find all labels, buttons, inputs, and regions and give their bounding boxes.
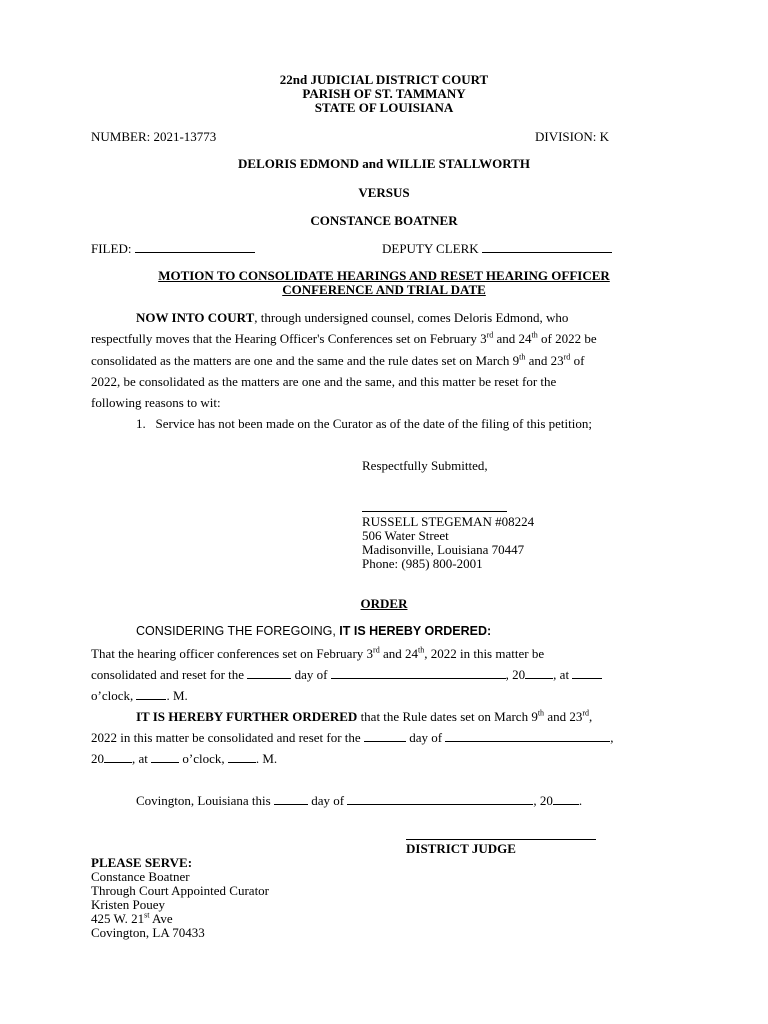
superscript: th bbox=[537, 708, 545, 718]
reason-number: 1. bbox=[136, 416, 146, 431]
year-blank bbox=[104, 751, 132, 763]
considering-text: CONSIDERING THE FOREGOING, bbox=[136, 624, 340, 638]
order-text: day of bbox=[409, 730, 443, 745]
superscript: th bbox=[519, 352, 526, 362]
superscript: rd bbox=[582, 708, 590, 718]
order-text: and 24 bbox=[379, 646, 418, 661]
covington-line bbox=[136, 793, 582, 809]
month-blank bbox=[347, 793, 533, 805]
attorney-name: RUSSELL STEGEMAN #08224 bbox=[362, 514, 535, 529]
time-blank bbox=[151, 751, 179, 763]
district-judge: DISTRICT JUDGE bbox=[406, 841, 516, 856]
order-line-2 bbox=[91, 667, 602, 683]
reason-text: Service has not been made on the Curator as of the date of the filing of this petition; bbox=[155, 416, 592, 431]
motion-line-2 bbox=[91, 331, 597, 347]
superscript: rd bbox=[563, 352, 571, 362]
plaintiffs: DELORIS EDMOND and WILLIE STALLWORTH bbox=[238, 156, 530, 171]
state-name: STATE OF LOUISIANA bbox=[314, 100, 454, 115]
superscript: rd bbox=[486, 330, 494, 340]
year-blank bbox=[553, 793, 579, 805]
further-line-3 bbox=[91, 751, 277, 767]
court-name: 22nd JUDICIAL DISTRICT COURT bbox=[279, 72, 489, 87]
address-text: Ave bbox=[149, 911, 173, 926]
order-text: , at bbox=[132, 751, 148, 766]
deputy-clerk-label: DEPUTY CLERK bbox=[382, 241, 479, 256]
versus: VERSUS bbox=[358, 185, 410, 200]
further-line-2 bbox=[91, 730, 614, 746]
day-blank bbox=[364, 730, 406, 742]
order-text: that the Rule dates set on March 9 bbox=[357, 709, 538, 724]
filed-label: FILED: bbox=[91, 241, 132, 256]
order-text: , bbox=[589, 709, 593, 724]
deputy-clerk-field bbox=[382, 241, 612, 257]
day-blank bbox=[247, 667, 291, 679]
month-blank bbox=[331, 667, 506, 679]
attorney-street: 506 Water Street bbox=[362, 528, 449, 543]
reason-item bbox=[136, 416, 592, 432]
order-text: 20 bbox=[91, 751, 104, 766]
order-text: , 2022 in this matter be bbox=[424, 646, 545, 661]
further-ordered: IT IS HEREBY FURTHER ORDERED bbox=[136, 709, 358, 724]
order-title: ORDER bbox=[360, 596, 408, 611]
defendant: CONSTANCE BOATNER bbox=[310, 213, 458, 228]
further-line-1 bbox=[136, 709, 592, 725]
parish-name: PARISH OF ST. TAMMANY bbox=[302, 86, 466, 101]
filed-field bbox=[91, 241, 255, 257]
now-into-court: NOW INTO COURT bbox=[136, 310, 255, 325]
judge-signature-line bbox=[406, 839, 596, 840]
division: DIVISION: K bbox=[535, 129, 610, 144]
order-text: consolidated and reset for the bbox=[91, 667, 245, 682]
considering-line bbox=[136, 624, 491, 638]
order-text: . M. bbox=[166, 688, 188, 703]
ordered-text: IT IS HEREBY ORDERED: bbox=[339, 624, 492, 638]
motion-line-3 bbox=[91, 353, 584, 369]
order-text: 2022 in this matter be consolidated and reset for the bbox=[91, 730, 361, 745]
filed-blank bbox=[135, 241, 255, 253]
serve-line-2: Through Court Appointed Curator bbox=[91, 883, 270, 898]
order-text: o’clock, bbox=[91, 688, 134, 703]
order-text: o’clock, bbox=[182, 751, 225, 766]
please-serve-title: PLEASE SERVE: bbox=[91, 855, 193, 870]
attorney-city: Madisonville, Louisiana 70447 bbox=[362, 542, 525, 557]
motion-text: respectfully moves that the Hearing Officer's Conferences set on February 3 bbox=[91, 331, 487, 346]
superscript: rd bbox=[373, 645, 380, 655]
order-text: day of bbox=[294, 667, 328, 682]
motion-line-1 bbox=[136, 310, 568, 326]
day-blank bbox=[274, 793, 308, 805]
ampm-blank bbox=[136, 688, 166, 700]
time-blank bbox=[572, 667, 602, 679]
order-text: , at bbox=[553, 667, 570, 682]
motion-title-line1: MOTION TO CONSOLIDATE HEARINGS AND RESET HEARING OFFICER bbox=[158, 268, 610, 283]
order-text: day of bbox=[311, 793, 345, 808]
motion-line-5: following reasons to wit: bbox=[91, 395, 221, 410]
case-number: NUMBER: 2021-13773 bbox=[91, 129, 217, 144]
order-text: . bbox=[578, 793, 583, 808]
ampm-blank bbox=[228, 751, 256, 763]
closing: Respectfully Submitted, bbox=[362, 458, 488, 473]
motion-text: and 24 bbox=[493, 331, 532, 346]
order-text: , 20 bbox=[533, 793, 553, 808]
motion-text: and 23 bbox=[525, 353, 564, 368]
superscript: th bbox=[531, 330, 538, 340]
serve-line-1: Constance Boatner bbox=[91, 869, 190, 884]
superscript: th bbox=[417, 645, 425, 655]
order-text: and 23 bbox=[544, 709, 583, 724]
order-line-1 bbox=[91, 646, 544, 662]
deputy-clerk-blank bbox=[482, 241, 612, 253]
year-blank bbox=[525, 667, 553, 679]
motion-text: of bbox=[570, 353, 585, 368]
superscript: st bbox=[144, 910, 150, 920]
motion-text: consolidated as the matters are one and the same and the rule dates set on March 9 bbox=[91, 353, 520, 368]
order-line-3 bbox=[91, 688, 188, 704]
order-text: , bbox=[610, 730, 614, 745]
order-text: . M. bbox=[255, 751, 278, 766]
motion-line-4: 2022, be consolidated as the matters are one and the same, and this matter be reset for the bbox=[91, 374, 557, 389]
order-text: That the hearing officer conferences set on February 3 bbox=[91, 646, 374, 661]
motion-text: of 2022 be bbox=[537, 331, 597, 346]
serve-line-3: Kristen Pouey bbox=[91, 897, 166, 912]
attorney-phone: Phone: (985) 800-2001 bbox=[362, 556, 483, 571]
order-text: Covington, Louisiana this bbox=[136, 793, 271, 808]
signature-line bbox=[362, 511, 507, 512]
month-blank bbox=[445, 730, 610, 742]
address-text: 425 W. 21 bbox=[91, 911, 145, 926]
motion-title-line2: CONFERENCE AND TRIAL DATE bbox=[282, 282, 486, 297]
serve-city: Covington, LA 70433 bbox=[91, 925, 205, 940]
motion-text: , through undersigned counsel, comes Deloris Edmond, who bbox=[254, 310, 569, 325]
order-text: , 20 bbox=[505, 667, 526, 682]
